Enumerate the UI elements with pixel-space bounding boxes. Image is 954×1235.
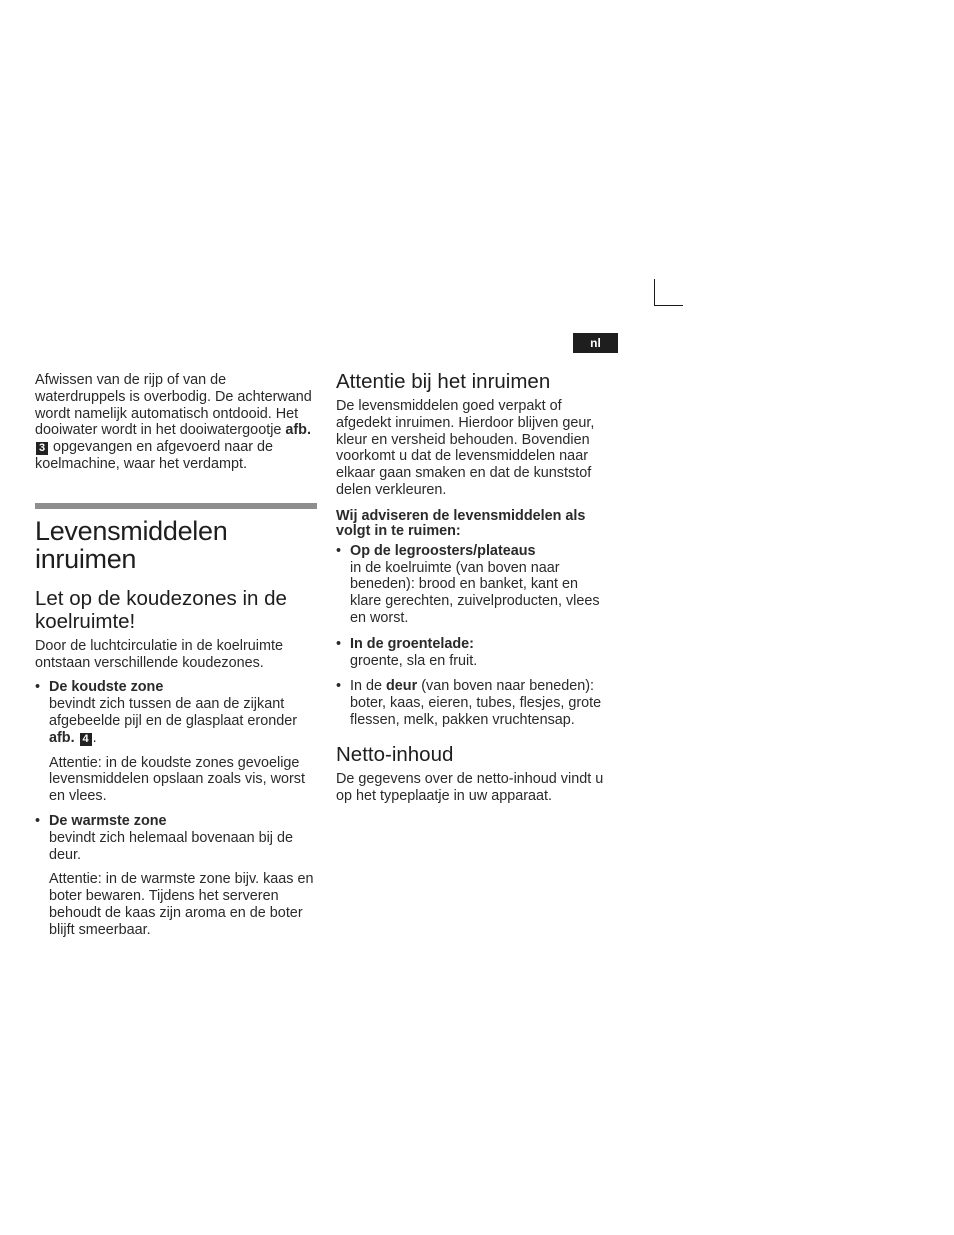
list-item bbox=[35, 813, 317, 863]
figure-number-badge: 3 bbox=[36, 442, 48, 455]
right-column bbox=[336, 370, 608, 804]
attention-text: De levensmiddelen goed verpakt of afgedekt inruimen. Hierdoor blijven geur, kleur en versheid behouden. Bovendien voorkomt u dat de levensmiddelen naar elkaar gaan smaken en dat de kunststof delen verkleuren. bbox=[336, 398, 595, 498]
attention-heading: Attentie bij het inruimen bbox=[336, 370, 551, 393]
figure-reference-label: afb. bbox=[285, 422, 311, 439]
storage-list bbox=[336, 543, 608, 729]
zone-note: Attentie: in de warmste zone bijv. kaas en boter bewaren. Tijdens het serveren behoudt de kaas zijn aroma en de boter blijft smeerbaar. bbox=[49, 871, 314, 938]
net-content-heading: Netto-inhoud bbox=[336, 742, 454, 766]
figure-number-badge: 4 bbox=[80, 733, 92, 746]
zone-note: Attentie: in de koudste zones gevoelige levensmiddelen opslaan zoals vis, worst en vlees. bbox=[49, 754, 305, 805]
cold-zones-heading: Let op de koudezones in de koelruimte! bbox=[35, 586, 287, 633]
defrost-paragraph bbox=[35, 372, 317, 473]
zone-title: De koudste zone bbox=[49, 679, 164, 696]
zone-description: bevindt zich helemaal bovenaan bij de deur. bbox=[49, 829, 294, 863]
figure-reference-label: afb. bbox=[49, 729, 75, 746]
left-column bbox=[35, 370, 317, 939]
storage-text-start: In de bbox=[350, 678, 387, 695]
language-tab: nl bbox=[573, 333, 618, 353]
list-item bbox=[336, 636, 608, 670]
storage-title: In de groentelade: bbox=[350, 635, 474, 652]
cold-zones-intro: Door de luchtcirculatie in de koelruimte ontstaan verschillende koudezones. bbox=[35, 637, 283, 671]
crop-mark-horizontal bbox=[654, 305, 683, 306]
zone-list bbox=[35, 813, 317, 863]
list-item bbox=[35, 679, 317, 746]
storage-title: Op de legroosters/plateaus bbox=[350, 542, 536, 559]
defrost-text-start: Afwissen van de rijp of van de waterdruppels is overbodig. De achterwand wordt namelijk automatisch ontdooid. Het dooiwater wordt in het dooiwatergootje bbox=[35, 372, 312, 439]
section-title: Levensmiddelen inruimen bbox=[35, 515, 228, 574]
defrost-text-end: opgevangen en afgevoerd naar de koelmachine, waar het verdampt. bbox=[35, 439, 274, 472]
crop-mark-vertical bbox=[654, 279, 655, 306]
net-content-text: De gegevens over de netto-inhoud vindt u op het typeplaatje in uw apparaat. bbox=[336, 770, 604, 804]
storage-description: in de koelruimte (van boven naar beneden): brood en banket, kant en klare gerechten, zuivelproducten, vlees en worst. bbox=[350, 559, 600, 626]
list-item bbox=[336, 678, 608, 728]
zone-title: De warmste zone bbox=[49, 812, 167, 829]
storage-bold-word: deur bbox=[386, 678, 418, 695]
list-item bbox=[336, 543, 608, 627]
zone-description-end: . bbox=[92, 729, 97, 746]
zone-list bbox=[35, 679, 317, 746]
section-divider bbox=[35, 503, 317, 509]
storage-text-end: (van boven naar beneden): boter, kaas, eieren, tubes, flesjes, grote flessen, melk, pakken vruchtensap. bbox=[350, 678, 602, 728]
storage-description: groente, sla en fruit. bbox=[350, 652, 478, 669]
zone-description: bevindt zich tussen de aan de zijkant afgebeelde pijl en de glasplaat eronder bbox=[49, 696, 298, 729]
advice-heading: Wij adviseren de levensmiddelen als volgt in te ruimen: bbox=[336, 507, 586, 539]
